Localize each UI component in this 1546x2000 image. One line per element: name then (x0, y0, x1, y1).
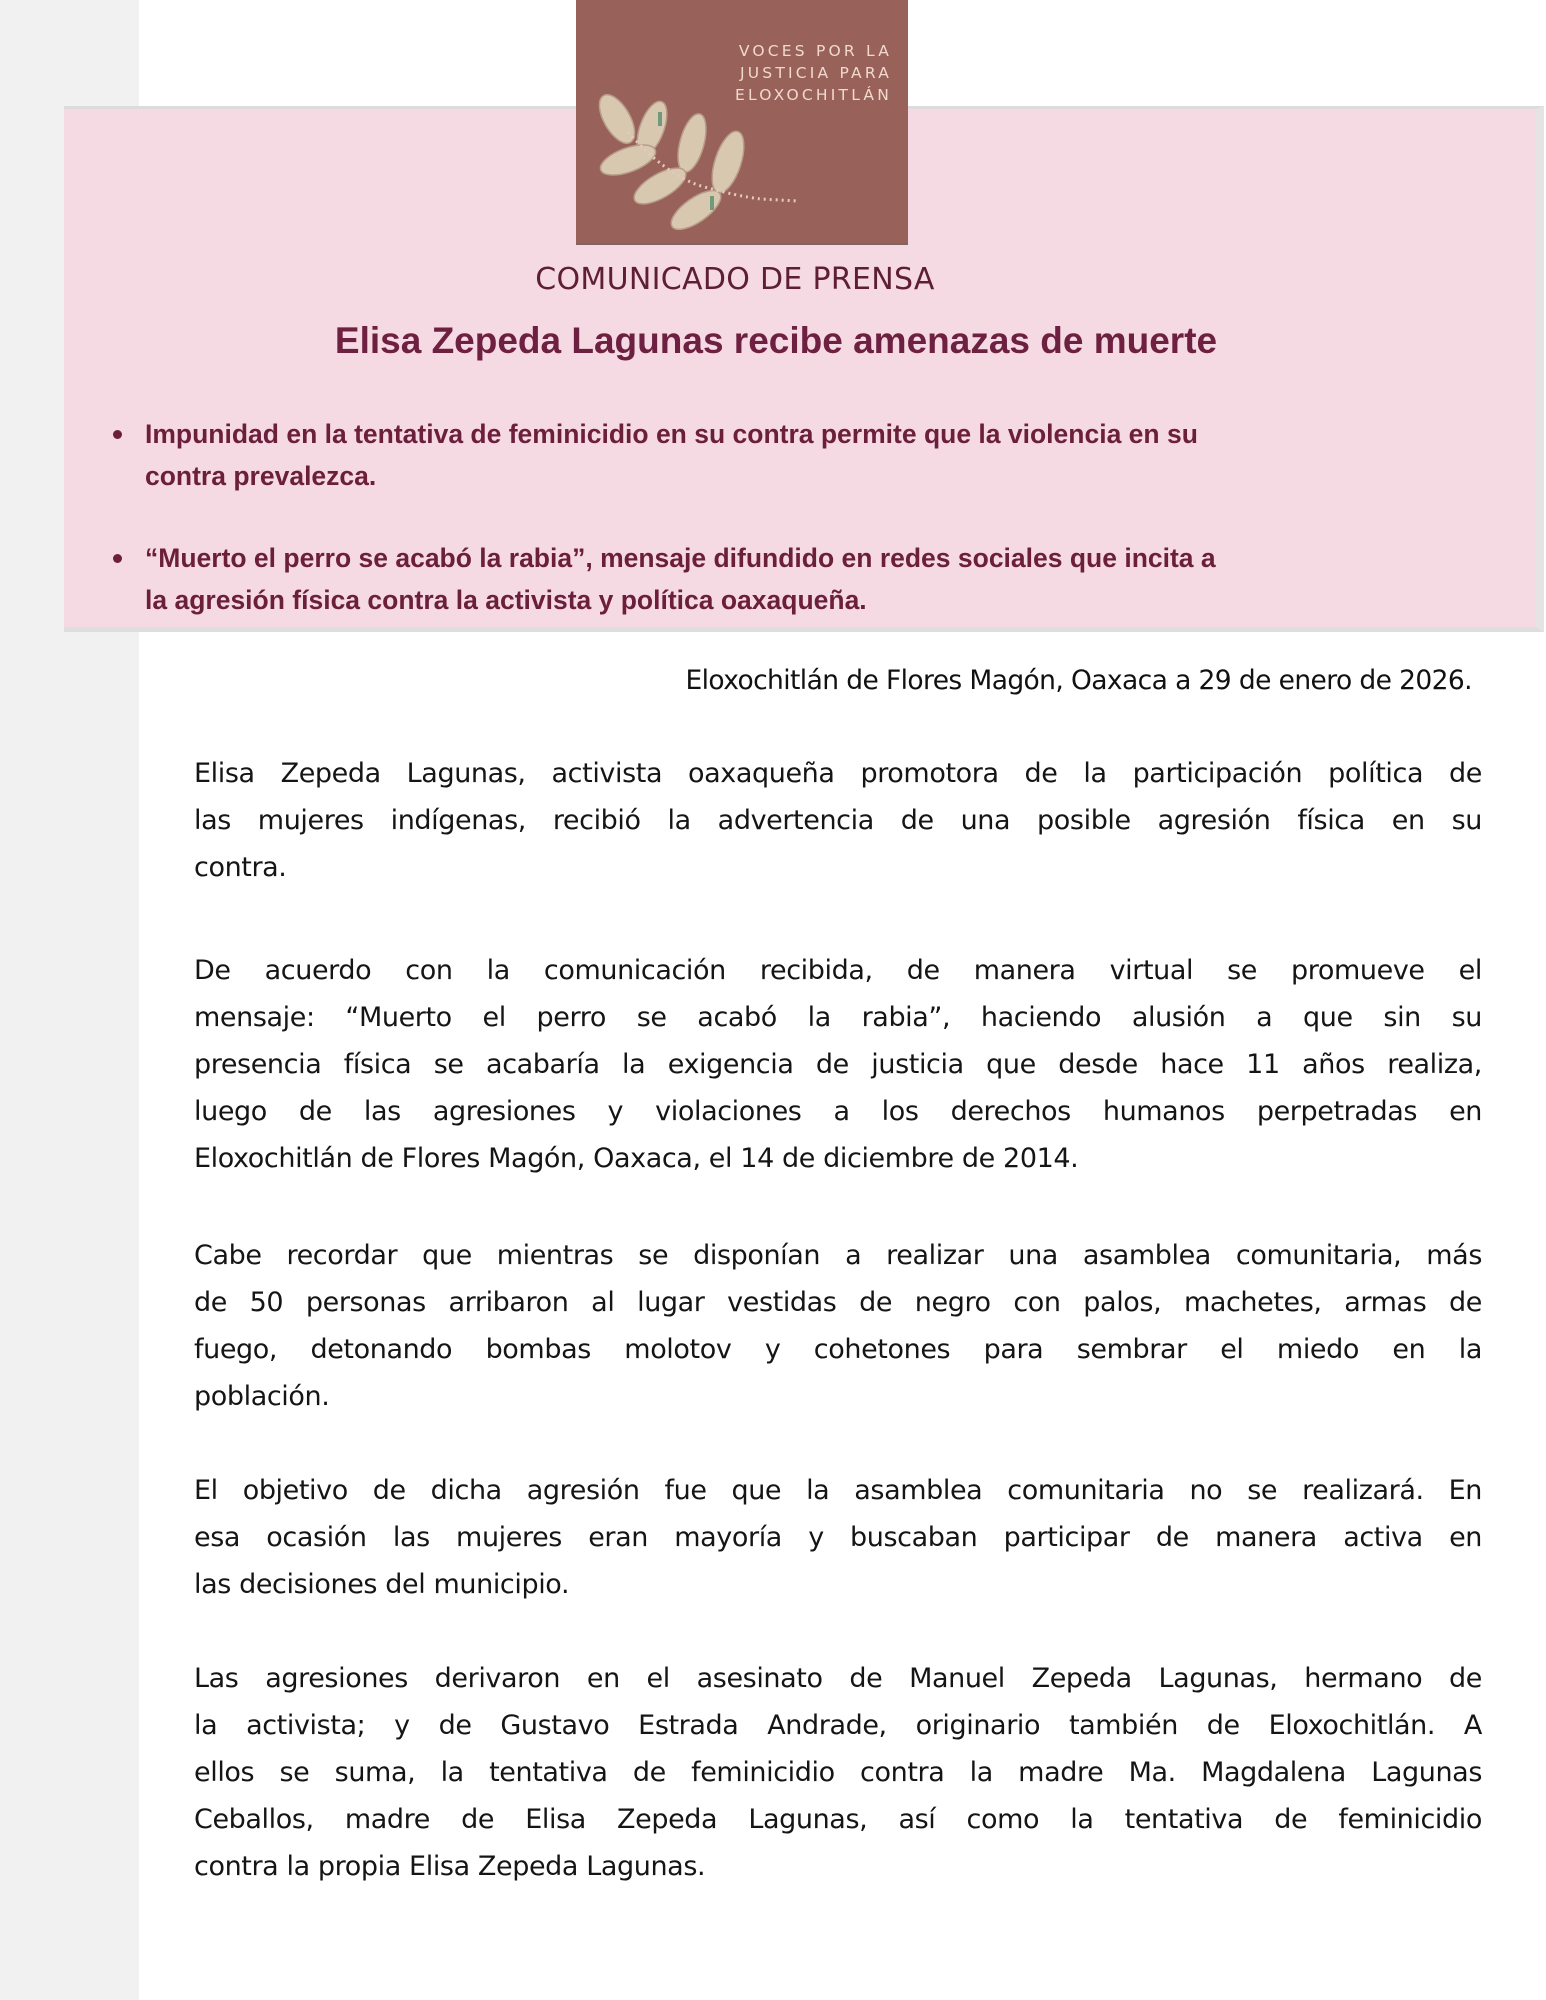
page-title: Elisa Zepeda Lagunas recibe amenazas de muerte (334, 320, 1218, 361)
paragraph-line: De acuerdo con la comunicación recibida, de manera virtual se promueve el (194, 955, 1482, 986)
highlight-line: “Muerto el perro se acabó la rabia”, mensaje difundido en redes sociales que incita a (145, 543, 1216, 573)
body-paragraph (194, 1232, 1482, 1420)
paragraph-line: población. (194, 1381, 330, 1412)
paragraph-line: Las agresiones derivaron en el asesinato de Manuel Zepeda Lagunas, hermano de (194, 1663, 1482, 1694)
dateline: Eloxochitlán de Flores Magón, Oaxaca a 29 de enero de 2026. (685, 665, 1472, 696)
paragraph-line: la activista; y de Gustavo Estrada Andrade, originario también de Eloxochitlán. A (194, 1710, 1482, 1741)
paragraph-line: Ceballos, madre de Elisa Zepeda Lagunas, así como la tentativa de feminicidio (194, 1804, 1482, 1835)
highlight-item (110, 537, 1400, 621)
bullet-icon (113, 554, 122, 563)
press-release-label: COMUNICADO DE PRENSA (535, 262, 935, 297)
paragraph-line: de 50 personas arribaron al lugar vestidas de negro con palos, machetes, armas de (194, 1287, 1482, 1318)
highlight-line: contra prevalezca. (145, 461, 377, 491)
paragraph-line: fuego, detonando bombas molotov y cohetones para sembrar el miedo en la (194, 1334, 1482, 1365)
body-paragraph (194, 1467, 1482, 1608)
leaf-branch-icon (576, 0, 908, 243)
highlight-line: la agresión física contra la activista y política oaxaqueña. (145, 585, 867, 615)
paragraph-line: ellos se suma, la tentativa de feminicidio contra la madre Ma. Magdalena Lagunas (194, 1757, 1482, 1788)
paragraph-line: presencia física se acabaría la exigencia de justicia que desde hace 11 años realiza, (194, 1049, 1482, 1080)
organization-logo (576, 0, 908, 245)
bullet-icon (113, 430, 122, 439)
paragraph-line: El objetivo de dicha agresión fue que la asamblea comunitaria no se realizará. En (194, 1475, 1482, 1506)
logo-wordmark: VOCES POR LA JUSTICIA PARA ELOXOCHITLÁN (734, 42, 892, 104)
paragraph-line: contra. (194, 852, 287, 883)
paragraph-line: las decisiones del municipio. (194, 1569, 570, 1600)
highlights-list (110, 413, 1400, 621)
paragraph-line: mensaje: “Muerto el perro se acabó la rabia”, haciendo alusión a que sin su (194, 1002, 1482, 1033)
paragraph-line: Cabe recordar que mientras se disponían a realizar una asamblea comunitaria, más (194, 1240, 1482, 1271)
body-paragraph (194, 1655, 1482, 1890)
paragraph-line: las mujeres indígenas, recibió la advertencia de una posible agresión física en su (194, 805, 1482, 836)
paragraph-line: esa ocasión las mujeres eran mayoría y buscaban participar de manera activa en (194, 1522, 1482, 1553)
highlight-item (110, 413, 1400, 497)
paragraph-line: luego de las agresiones y violaciones a los derechos humanos perpetradas en (194, 1096, 1482, 1127)
paragraph-line: contra la propia Elisa Zepeda Lagunas. (194, 1851, 706, 1882)
highlight-line: Impunidad en la tentativa de feminicidio en su contra permite que la violencia en su (145, 419, 1198, 449)
body-paragraph (194, 947, 1482, 1182)
body-paragraph (194, 750, 1482, 891)
paragraph-line: Elisa Zepeda Lagunas, activista oaxaqueña promotora de la participación política de (194, 758, 1482, 789)
paragraph-line: Eloxochitlán de Flores Magón, Oaxaca, el 14 de diciembre de 2014. (194, 1143, 1079, 1174)
